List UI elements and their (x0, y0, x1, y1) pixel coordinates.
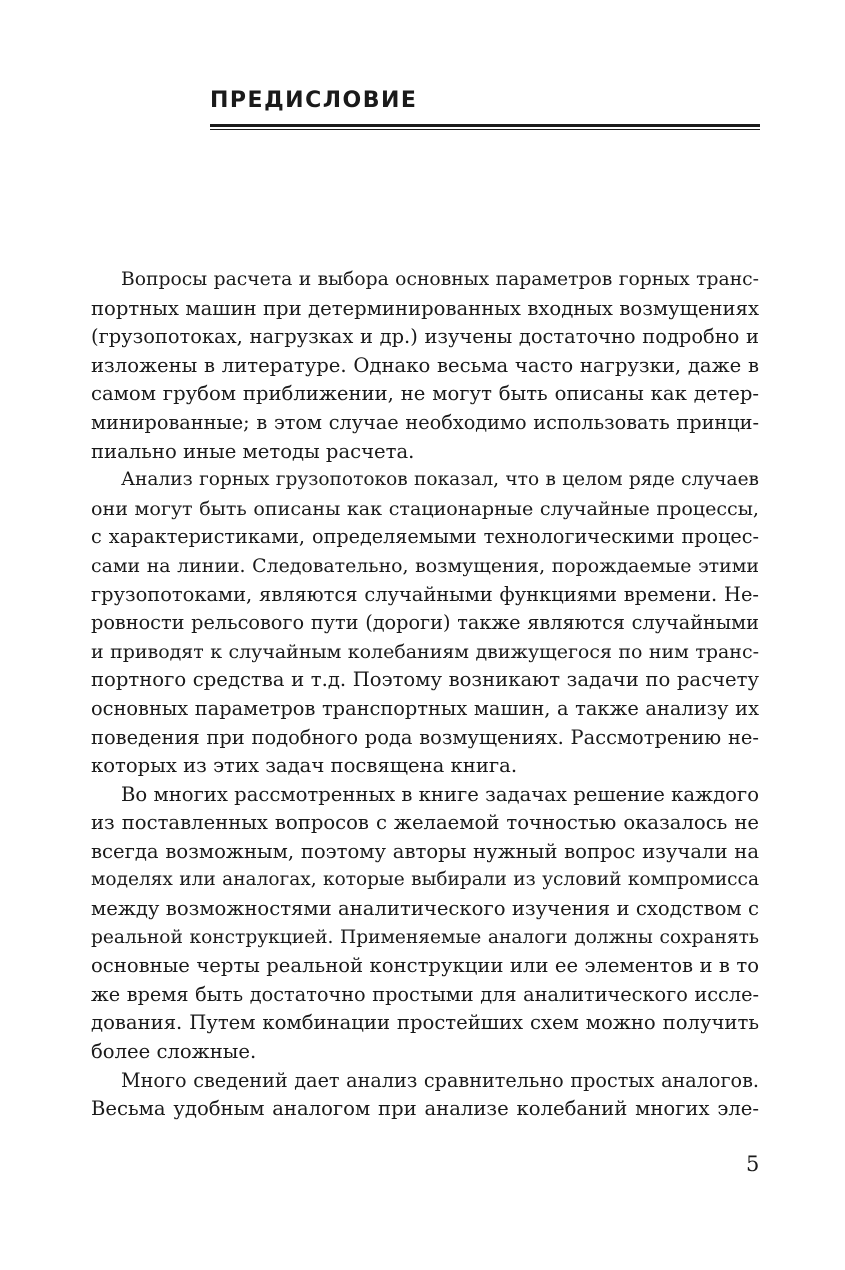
heading-rule-thick (210, 124, 760, 127)
text-line: портного средства и т.д. Поэтому возникают задачи по расчету (91, 668, 759, 692)
text-line: минированные; в этом случае необходимо использовать принци- (91, 410, 759, 434)
text-line: из поставленных вопросов с желаемой точностью оказалось не (91, 811, 759, 835)
text-line: между возможностями аналитического изучения и сходством с (91, 897, 759, 921)
page-number: 5 (746, 1152, 760, 1176)
text-line: ровности рельсового пути (дороги) также являются случайными (91, 611, 759, 635)
text-line: дования. Путем комбинации простейших схем можно получить (91, 1011, 759, 1035)
text-line: Много сведений дает анализ сравнительно простых аналогов. (121, 1068, 759, 1092)
text-line: и приводят к случайным колебаниям движущегося по ним транс- (91, 640, 759, 663)
text-line: портных машин при детерминированных входных возмущениях (91, 296, 759, 320)
text-line: основных параметров транспортных машин, а также анализу их (91, 696, 759, 720)
text-line: они могут быть описаны как стационарные случайные процессы, (91, 496, 759, 520)
text-line: же время быть достаточно простыми для аналитического иссле- (91, 982, 759, 1006)
text-line: Вопросы расчета и выбора основных параметров горных транс- (121, 269, 759, 290)
text-line: более сложные. (91, 1040, 257, 1064)
text-line: пиально иные методы расчета. (91, 439, 415, 463)
text-line: Весьма удобным аналогом при анализе колебаний многих эле- (91, 1097, 759, 1121)
text-line: реальной конструкцией. Применяемые аналоги должны сохранять (91, 926, 759, 948)
text-line: поведения при подобного рода возмущениях. Рассмотрению не- (91, 725, 759, 749)
text-line: сами на линии. Следовательно, возмущения, порождаемые этими (91, 554, 759, 577)
text-line: самом грубом приближении, не могут быть описаны как детер- (91, 382, 759, 406)
text-line: (грузопотоках, нагрузках и др.) изучены достаточно подробно и (91, 325, 759, 349)
text-line: которых из этих задач посвящена книга. (91, 754, 518, 778)
text-line: моделях или аналогах, которые выбирали из условий компромисса (91, 869, 759, 891)
text-line: изложены в литературе. Однако весьма часто нагрузки, даже в (91, 353, 759, 377)
text-line: всегда возможным, поэтому авторы нужный вопрос изучали на (91, 839, 759, 863)
text-line: Во многих рассмотренных в книге задачах решение каждого (121, 782, 759, 806)
text-line: основные черты реальной конструкции или ее элементов и в то (91, 954, 759, 978)
text-line: с характеристиками, определяемыми технологическими процес- (91, 525, 759, 549)
body-text (91, 266, 759, 1124)
text-line: грузопотоками, являются случайными функциями времени. Не- (91, 582, 759, 606)
chapter-heading: ПРЕДИСЛОВИЕ (210, 88, 418, 113)
heading-rule-thin (210, 129, 760, 130)
text-line: Анализ горных грузопотоков показал, что в целом ряде случаев (121, 469, 759, 491)
